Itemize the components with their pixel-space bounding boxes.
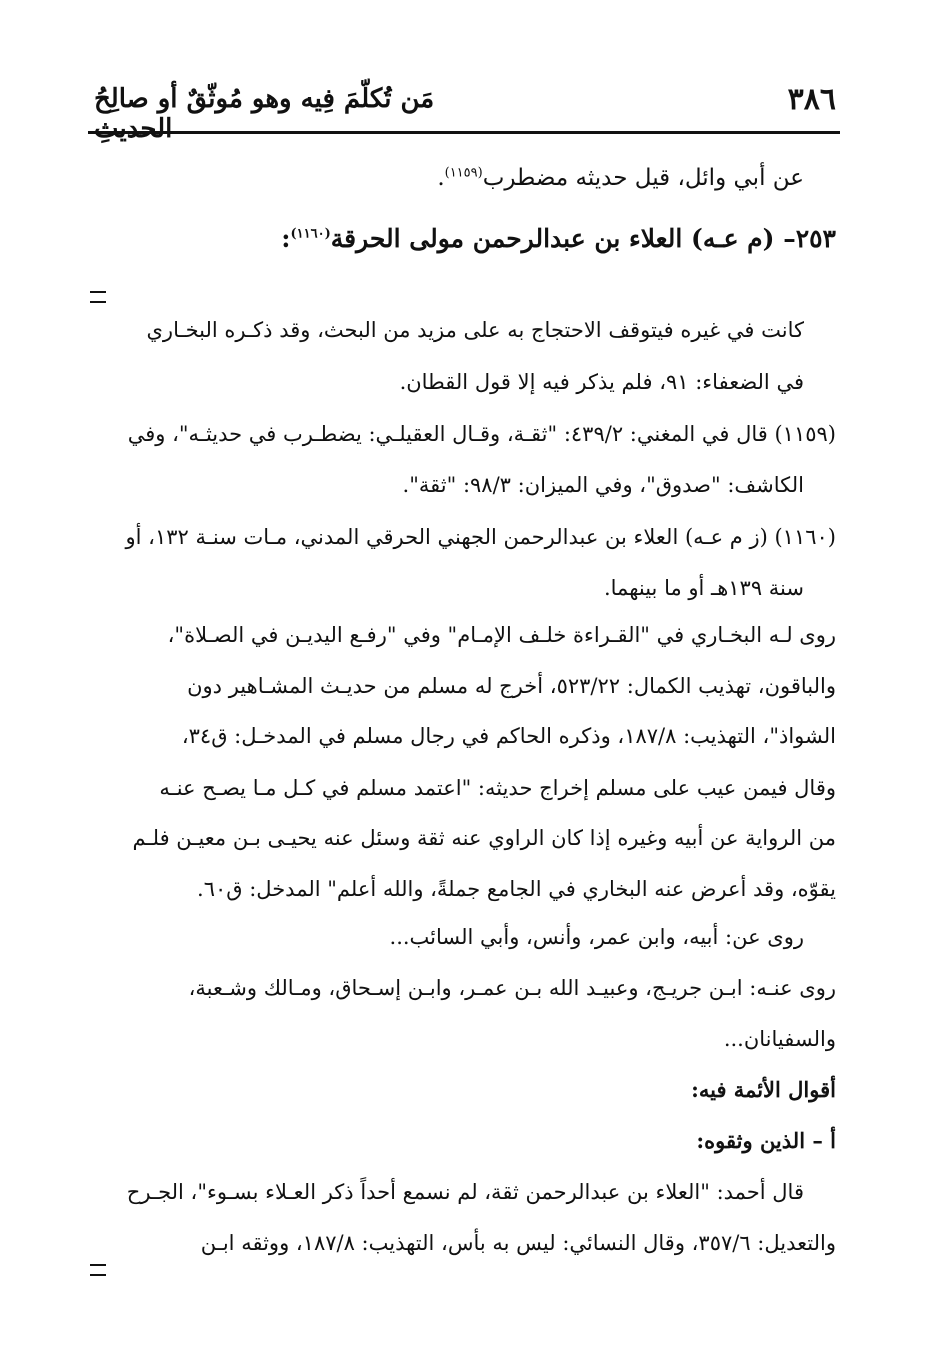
footnote-separator: [90, 291, 106, 303]
footnote-cont-line: في الضعفاء: ٩١، فلم يذكر فيه إلا قول القطان.: [399, 370, 804, 394]
rawa-an-line: روى عن: أبيه، وابن عمر، وأنس، وأبي السائب...: [389, 925, 804, 949]
entry-heading: ٢٥٣– (م عـه) العلاء بن عبدالرحمن مولى الحرقة$^{(١١٦٠)}$:: [281, 224, 836, 253]
section-heading: أقوال الأئمة فيه:: [691, 1077, 836, 1102]
footnote-1159-line: الكاشف: "صدوق"، وفي الميزان: ٩٨/٣: "ثقة".: [402, 473, 804, 497]
footnote-1160-line: (١١٦٠) (ز م عـه) العلاء بن عبدالرحمن الجهني الحرقي المدني، مـات سنـة ١٣٢، أو: [125, 525, 836, 549]
footnote-ref-1159: (١١٥٩): [444, 165, 483, 181]
footnote-cont-line: كانت في غيره فيتوقف الاحتجاج به على مزيد من البحث، وقد ذكـره البخـاري: [146, 318, 804, 342]
header-rule: [88, 131, 840, 134]
footnote-text-line: من الرواية عن أبيه وغيره إذا كان الراوي عنه ثقة وسئل عنه يحيـى بـن معيـن فلـم: [132, 826, 836, 850]
rawa-anhu-line: والسفيانان...: [723, 1027, 836, 1051]
footnote-1159-line: (١١٥٩) قال في المغني: ٤٣٩/٢: "ثقـة، وقـال العقيلـي: يضطـرب في حديثـه"، وفي: [127, 422, 836, 446]
rawa-anhu-line: روى عنـه: ابـن جريـج، وعبيـد الله بـن عمـر، وابـن إسـحاق، ومـالك وشـعبة،: [188, 976, 836, 1000]
subsection-heading: أ – الذين وثقوه:: [696, 1128, 836, 1153]
main-line-1: عن أبي وائل، قيل حديثه مضطرب$^{(١١٥٩)}$.: [437, 165, 804, 191]
footnote-text-line: والتعديل: ٣٥٧/٦، وقال النسائي: ليس به بأس، التهذيب: ١٨٧/٨، ووثقه ابـن: [200, 1231, 836, 1255]
footnote-text-line: يقوّه، وقد أعرض عنه البخاري في الجامع جملةً، والله أعلم" المدخل: ق٦٠.: [197, 877, 836, 901]
continuation-mark: [90, 1264, 106, 1276]
footnote-text-line: قال أحمد: "العلاء بن عبدالرحمن ثقة، لم نسمع أحداً ذكر العـلاء بسـوء"، الجـرح: [126, 1180, 804, 1204]
page-number: ٣٨٦: [787, 82, 836, 117]
running-title: مَن تُكلّمَ فِيه وهو مُوثّقٌ أو صالِحُ الحديثِ: [94, 84, 435, 144]
footnote-ref-1160: (١١٦٠): [290, 226, 331, 242]
footnote-text-line: الشواذ"، التهذيب: ١٨٧/٨، وذكره الحاكم في رجال مسلم في المدخـل: ق٣٤،: [181, 724, 836, 748]
footnote-text-line: والباقون، تهذيب الكمال: ٥٢٣/٢٢، أخرج له مسلم من حديـث المشـاهير دون: [187, 674, 836, 698]
footnote-text-line: وقال فيمن عيب على مسلم إخراج حديثه: "اعتمد مسلم في كـل مـا يصـح عنـه: [159, 776, 836, 800]
footnote-text-line: روى لـه البخـاري في "القـراءة خلـف الإمـام" وفي "رفـع اليديـن في الصـلاة"،: [167, 623, 836, 647]
footnote-1160-line: سنة ١٣٩هـ أو ما بينهما.: [603, 576, 804, 600]
